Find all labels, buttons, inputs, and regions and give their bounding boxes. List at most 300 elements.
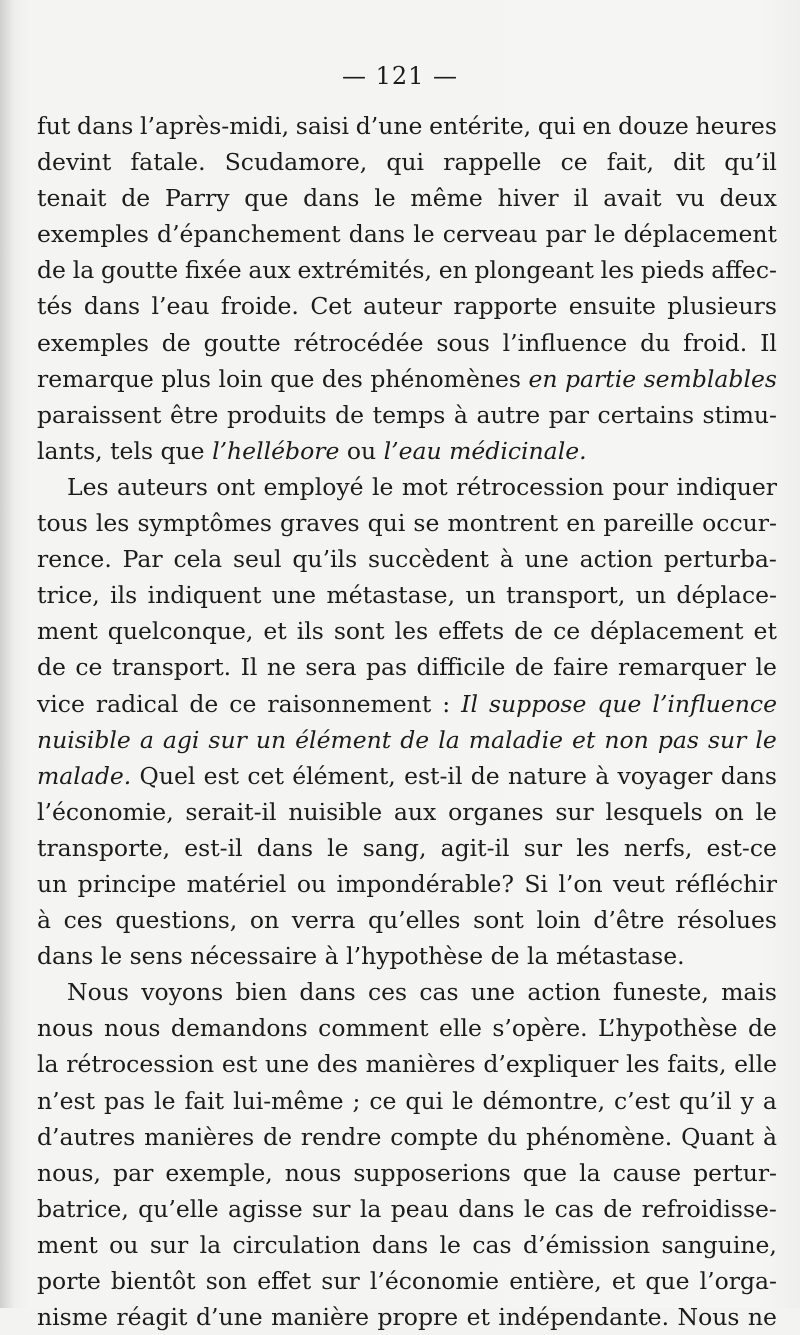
word: même: [410, 184, 483, 213]
word: dit: [673, 148, 706, 177]
word: rendre: [300, 1122, 382, 1151]
word: transport,: [506, 581, 626, 610]
word: tous: [37, 509, 88, 538]
word: dans: [256, 833, 314, 862]
text-segment: lants, tels que: [37, 436, 213, 465]
word: ne: [747, 1303, 777, 1332]
word: l’on: [558, 869, 603, 898]
word: exemples: [37, 328, 149, 357]
word: le: [755, 797, 777, 826]
word: est-ce: [706, 833, 777, 862]
word: de: [37, 653, 66, 682]
word: Scudamore,: [224, 148, 368, 177]
word: [597, 686, 641, 722]
word: le: [523, 1194, 546, 1223]
word: indépendante.: [498, 1303, 670, 1332]
word: s’opère.: [492, 1014, 588, 1043]
word: seul: [232, 545, 282, 574]
word: compte: [390, 1122, 479, 1151]
italic-text: partie: [564, 364, 637, 393]
word: rétrocession: [66, 1050, 215, 1079]
word: dans: [348, 220, 406, 249]
word: de: [470, 761, 500, 790]
word: remarquer: [618, 653, 747, 682]
word: nous: [103, 1014, 161, 1043]
word: refroidisse-: [641, 1194, 777, 1223]
word: déplacement: [623, 220, 777, 249]
word: [708, 722, 746, 758]
word: d’être: [593, 906, 665, 935]
word: est: [221, 1050, 258, 1079]
word: L’hypothèse: [598, 1014, 738, 1043]
word: montrent: [447, 509, 559, 538]
word: de: [263, 1122, 293, 1151]
word: Si: [524, 869, 548, 898]
text-line: [37, 866, 777, 902]
italic-text: le: [755, 725, 777, 754]
word: d’une: [355, 112, 423, 140]
word: dans: [371, 1230, 429, 1259]
text-line: [37, 1046, 777, 1082]
word: en: [438, 256, 468, 285]
word: pas: [365, 653, 408, 682]
text-line: [37, 1010, 777, 1046]
text-line: [37, 938, 777, 974]
word: trice,: [37, 581, 100, 610]
word: ment: [37, 617, 98, 646]
word: [528, 361, 557, 397]
word: certains: [597, 400, 695, 429]
word: de: [161, 328, 191, 357]
word: est-il: [184, 833, 243, 862]
word: on: [714, 797, 744, 826]
word: et: [611, 1267, 636, 1295]
word: quelconque,: [107, 617, 254, 646]
word: l’eau: [151, 292, 210, 321]
word: des: [321, 364, 363, 393]
word: de: [514, 617, 544, 646]
word: de: [189, 689, 219, 718]
word: phénomènes: [370, 364, 521, 393]
word: nous: [284, 1158, 342, 1187]
word: qui: [367, 509, 406, 538]
word: le: [374, 184, 396, 213]
word: qu’elles: [367, 906, 461, 935]
word: ils: [296, 617, 324, 646]
word: à: [499, 545, 514, 574]
word: agisse: [228, 1194, 303, 1223]
word: aux: [248, 256, 291, 285]
word: une: [524, 545, 569, 574]
text-line: [37, 1263, 777, 1299]
word: le: [413, 220, 435, 249]
word: est-il: [404, 761, 463, 790]
word: propre: [377, 1303, 459, 1332]
word: pieds: [640, 256, 705, 285]
word: demandons: [170, 1014, 308, 1043]
word: ou: [296, 869, 327, 898]
word: transport.: [111, 653, 232, 682]
word: succèdent: [367, 545, 489, 574]
word: circulation: [232, 1230, 361, 1259]
word: ou: [109, 1230, 139, 1259]
word: dans: [83, 292, 141, 321]
word: l’économie: [369, 1267, 500, 1295]
word: rapporte: [453, 292, 558, 321]
word: qu’elle: [138, 1194, 219, 1223]
word: Quant: [681, 1122, 755, 1151]
word: elle: [439, 1014, 482, 1043]
word: Cet: [310, 292, 352, 321]
word: devint: [37, 148, 112, 177]
word: cela: [173, 545, 223, 574]
word: entière,: [509, 1267, 602, 1295]
word: fait: [184, 1086, 225, 1115]
word: n’est: [37, 1086, 96, 1115]
word: pareille: [603, 509, 695, 538]
word: un: [465, 581, 496, 610]
word: pour: [612, 472, 669, 501]
word: de: [335, 400, 365, 429]
word: et: [466, 1303, 490, 1332]
word: ment: [37, 1230, 98, 1259]
word: organes: [448, 797, 544, 826]
word: tenait: [37, 184, 107, 213]
word: transporte,: [37, 833, 171, 862]
word: nerfs,: [623, 833, 693, 862]
word: Il: [240, 653, 258, 682]
word: [461, 686, 478, 722]
word: saisi: [295, 112, 349, 140]
word: remarque: [37, 364, 154, 393]
text-line: [37, 974, 777, 1010]
word: que: [270, 364, 315, 393]
word: [37, 722, 131, 758]
word: une: [271, 581, 317, 610]
word: cerveau: [442, 220, 538, 249]
text-line: [37, 433, 777, 469]
word: douze: [618, 112, 689, 140]
word: [489, 686, 586, 722]
word: raisonnement: [267, 689, 432, 718]
italic-text: Il: [461, 689, 478, 718]
text-line: [37, 902, 777, 938]
word: rence.: [37, 545, 112, 574]
text-line: [37, 830, 777, 866]
word: plus: [161, 364, 211, 393]
word: voyager: [617, 761, 713, 790]
word: autre: [476, 400, 541, 429]
word: le: [371, 472, 394, 501]
word: élément,: [292, 761, 396, 790]
word: l’orga-: [699, 1267, 777, 1295]
word: ces: [63, 906, 103, 935]
word: fut: [37, 112, 71, 140]
body-text: [37, 108, 777, 1335]
word: d’autres: [37, 1122, 136, 1151]
word: par: [545, 220, 586, 249]
word: plongeant: [474, 256, 594, 285]
word: sang,: [362, 833, 427, 862]
word: il: [573, 184, 589, 213]
word: d’une: [195, 1303, 263, 1332]
word: sera: [305, 653, 357, 682]
word: le: [594, 220, 616, 249]
word: loin: [218, 364, 263, 393]
word: sur: [312, 1194, 351, 1223]
word: rétrocession: [456, 472, 605, 501]
word: le: [154, 1086, 176, 1115]
text-segment: dans le sens nécessaire à l’hypothèse de la métastase.: [37, 942, 685, 971]
word: vu: [676, 184, 705, 213]
word: [572, 722, 595, 758]
word: cet: [247, 761, 284, 790]
word: un: [37, 869, 68, 898]
word: affec-: [711, 256, 777, 285]
word: manières: [144, 1122, 255, 1151]
word: les: [576, 833, 610, 862]
word: sur: [523, 833, 563, 862]
word: l’économie,: [37, 797, 174, 826]
word: phénomène.: [526, 1122, 673, 1151]
italic-text: l’hellébore: [212, 436, 340, 465]
word: du: [640, 328, 671, 357]
text-line: [37, 794, 777, 830]
word: :: [442, 689, 451, 718]
word: une: [470, 978, 516, 1007]
word: nous,: [37, 1158, 101, 1187]
word: à: [37, 906, 52, 935]
word: réfléchir: [675, 869, 777, 898]
word: fait,: [606, 148, 654, 177]
word: dans: [77, 112, 134, 140]
text-line: [37, 180, 777, 216]
word: nous: [37, 1014, 94, 1043]
word: les: [626, 1050, 660, 1079]
word: faits,: [667, 1050, 727, 1079]
italic-text: l’influence: [652, 689, 777, 718]
page-number: — 121 —: [341, 62, 459, 90]
word: une: [264, 1050, 310, 1079]
word: ce: [229, 689, 257, 718]
word: froid.: [683, 328, 748, 357]
word: à: [762, 1122, 777, 1151]
word: c’est: [614, 1086, 671, 1115]
word: peau: [390, 1194, 449, 1223]
word: exemple,: [165, 1158, 273, 1187]
word: auteurs: [116, 472, 208, 501]
word: Les: [67, 472, 109, 501]
word: résolues: [676, 906, 777, 935]
word: batrice,: [37, 1194, 129, 1223]
word: on: [249, 906, 280, 935]
word: ont: [216, 472, 256, 501]
text-line: [37, 252, 777, 288]
text-line: [37, 361, 777, 397]
word: Par: [122, 545, 163, 574]
word: y: [740, 1086, 754, 1115]
word: sanguine,: [661, 1230, 777, 1259]
word: [755, 722, 776, 758]
text-line: [37, 1083, 777, 1119]
word: ces: [367, 978, 408, 1007]
word: effets: [438, 617, 505, 646]
word: dans: [299, 978, 356, 1007]
word: l’influence: [502, 328, 628, 357]
italic-text: maladie: [468, 725, 564, 754]
word: [438, 722, 460, 758]
word: les: [95, 509, 130, 538]
word: qui: [405, 1086, 444, 1115]
word: par: [548, 400, 590, 429]
italic-text: sur: [208, 725, 247, 754]
word: goutte: [203, 328, 281, 357]
word: effet: [257, 1267, 312, 1295]
italic-text: de: [400, 725, 430, 754]
text-line: [37, 108, 777, 144]
word: agit-il: [440, 833, 510, 862]
text-line: [37, 1119, 777, 1155]
text-line: [37, 722, 777, 758]
italic-text: semblables: [643, 364, 777, 393]
word: ce: [560, 148, 588, 177]
word: l’après-midi,: [140, 112, 290, 140]
word: ;: [352, 1086, 361, 1115]
word: son: [205, 1267, 248, 1295]
word: et: [753, 617, 777, 646]
word: ce: [553, 617, 581, 646]
word: [140, 722, 154, 758]
word: porte: [37, 1267, 101, 1295]
word: ce: [369, 1086, 397, 1115]
text-line: [37, 144, 777, 180]
word: mot: [401, 472, 448, 501]
word: symptômes: [137, 509, 272, 538]
word: [37, 758, 131, 794]
word: Quel: [139, 761, 196, 790]
word: déplace-: [676, 581, 777, 610]
word: auteur: [363, 292, 442, 321]
word: réagit: [116, 1303, 188, 1332]
word: en: [566, 509, 596, 538]
word: lui-même: [233, 1086, 344, 1115]
word: entérite,: [429, 112, 532, 140]
word: nisme: [37, 1303, 108, 1332]
word: faire: [553, 653, 609, 682]
word: qui: [386, 148, 425, 177]
word: comment: [318, 1014, 429, 1043]
text-line: [37, 1227, 777, 1263]
word: que: [645, 1267, 690, 1295]
word: Nous: [67, 978, 129, 1007]
word: action: [527, 978, 601, 1007]
word: radical: [95, 689, 179, 718]
word: extrémités,: [297, 256, 432, 285]
word: loin: [536, 906, 581, 935]
word: sur: [555, 797, 594, 826]
text-line: [37, 505, 777, 541]
word: produits: [226, 400, 327, 429]
word: hiver: [497, 184, 559, 213]
word: serait-il: [185, 797, 277, 826]
word: indiquer: [676, 472, 777, 501]
italic-text: que: [597, 689, 642, 718]
word: [644, 361, 777, 397]
word: indiquent: [147, 581, 262, 610]
word: la: [37, 1050, 59, 1079]
italic-text: en: [528, 364, 558, 393]
word: voyons: [141, 978, 224, 1007]
text-line: [37, 216, 777, 252]
word: les: [600, 256, 635, 285]
italic-text: élément: [295, 725, 392, 754]
text-line: [37, 1155, 777, 1191]
word: de: [748, 1014, 777, 1043]
word: le: [439, 1230, 461, 1259]
word: tés: [37, 292, 73, 321]
word: sous: [436, 328, 490, 357]
word: perturba-: [663, 545, 777, 574]
word: [400, 722, 429, 758]
text-segment: ou: [339, 436, 384, 465]
word: sur: [321, 1267, 360, 1295]
word: déplacement: [590, 617, 744, 646]
word: [163, 722, 200, 758]
word: être: [169, 400, 219, 429]
text-line: [37, 758, 777, 794]
word: la: [579, 1158, 601, 1187]
word: [256, 722, 286, 758]
word: elle: [734, 1050, 777, 1079]
word: Parry: [164, 184, 230, 213]
text-line: [37, 541, 777, 577]
word: dans: [458, 1194, 515, 1223]
word: nuisible: [288, 797, 383, 826]
word: pertur-: [693, 1158, 777, 1187]
text-line: [37, 649, 777, 685]
word: ensuite: [568, 292, 656, 321]
italic-text: la: [438, 725, 460, 754]
word: [295, 722, 391, 758]
word: un: [635, 581, 667, 610]
word: cas: [554, 1194, 594, 1223]
word: [658, 722, 699, 758]
word: métastase,: [326, 581, 456, 610]
word: paraissent: [37, 400, 162, 429]
word: ce: [75, 653, 103, 682]
word: funeste,: [613, 978, 709, 1007]
text-line: [37, 1299, 777, 1335]
page-edge-shadow: [0, 0, 14, 1308]
word: cas: [472, 1230, 512, 1259]
word: la: [199, 1230, 222, 1259]
word: Il: [760, 328, 777, 357]
word: que: [244, 184, 289, 213]
word: Nous: [677, 1303, 740, 1332]
word: le: [452, 1086, 474, 1115]
word: stimu-: [702, 400, 777, 429]
text-line: [37, 613, 777, 649]
italic-text: sur: [707, 725, 747, 754]
word: d’expliquer: [483, 1050, 619, 1079]
word: le: [755, 653, 777, 682]
word: [652, 686, 777, 722]
word: action: [579, 545, 654, 574]
word: cause: [612, 1158, 681, 1187]
word: [604, 722, 648, 758]
word: temps: [372, 400, 446, 429]
word: que: [522, 1158, 568, 1187]
